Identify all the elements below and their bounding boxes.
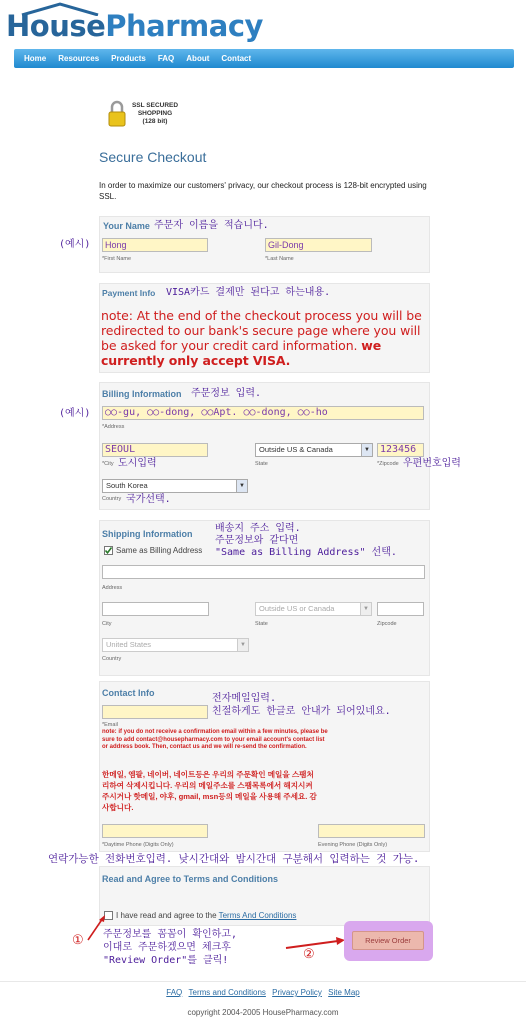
marker-2: ② [303,947,315,962]
chevron-down-icon: ▼ [237,639,248,651]
marker-1: ① [72,933,84,948]
ssl-badge [126,102,184,126]
chevron-down-icon: ▼ [236,480,247,492]
last-name-label: *Last Name [265,256,294,262]
terms-kr-note-1: 주문정보를 꼼꼼이 확인하고, [103,929,237,940]
contact-section-title: Contact Info [102,688,155,698]
billing-zip-input[interactable]: 123456 [377,443,424,457]
footer-link-terms[interactable]: Terms and Conditions [188,988,266,997]
footer-link-sitemap[interactable]: Site Map [328,988,360,997]
main-nav [14,49,514,68]
footer-link-faq[interactable]: FAQ [166,988,183,997]
billing-state-label: State [255,461,268,467]
shipping-kr-note-1: 배송지 주소 입력. [215,523,301,534]
review-order-highlight [344,921,433,961]
shipping-kr-note-3: "Same as Billing Address" 선택. [215,547,397,558]
billing-city-label: *City [102,461,114,467]
nav-products[interactable]: Products [111,54,146,63]
ssl-line2: SHOPPING [137,110,173,117]
billing-address-input[interactable]: ○○-gu, ○○-dong, ○○Apt. ○○-dong, ○○-ho [102,406,424,420]
nav-faq[interactable]: FAQ [157,54,175,63]
billing-country-value: South Korea [106,481,148,490]
nav-about[interactable]: About [186,54,210,63]
evening-phone-input[interactable] [318,824,425,838]
ssl-line1: SSL SECURED [131,102,179,109]
review-order-button[interactable]: Review Order [352,931,424,950]
nav-home[interactable]: Home [24,54,47,63]
ssl-line3: (128 bit) [142,118,168,125]
email-input[interactable] [102,705,208,719]
daytime-phone-input[interactable] [102,824,208,838]
payment-kr-note: VISA카드 결제만 된다고 하는내용. [166,287,331,298]
intro-text: In order to maximize our customers' privacy, our checkout process is 128-bit encrypted using SSL. [99,181,427,201]
shipping-country-select[interactable] [102,638,249,652]
payment-note-bold: we currently only accept VISA. [101,338,382,368]
same-as-billing-checkbox[interactable] [104,546,113,555]
terms-link[interactable]: Terms And Conditions [218,911,297,920]
shipping-kr-note-2: 주문정보와 같다면 [215,535,299,546]
billing-country-kr: 국가선택. [126,494,171,505]
footer-links [0,988,526,997]
checkmark-icon [104,546,113,555]
copyright-text: copyright 2004-2005 HousePharmacy.com [187,1008,339,1017]
evening-phone-label: Evening Phone (Digits Only) [318,842,388,848]
last-name-input[interactable]: Gil-Dong [265,238,372,252]
billing-zip-kr: 우편번호입력 [403,458,461,469]
shipping-address-label: Address [102,585,123,591]
logo-pharmacy-text: Pharmacy [105,9,263,43]
billing-country-label: Country [102,496,122,502]
billing-country-select[interactable] [102,479,248,493]
nav-contact[interactable]: Contact [221,54,252,63]
padlock-icon [107,100,127,128]
billing-kr-note: 주문정보 입력. [191,388,262,399]
shipping-zip-label: Zipcode [377,621,397,627]
shipping-section-title: Shipping Information [102,529,193,539]
shipping-state-select[interactable] [255,602,372,616]
shipping-zip-input[interactable] [377,602,424,616]
email-label: *Email [102,722,118,728]
contact-kr-note-1: 전자메일입력. [212,693,276,704]
billing-city-input[interactable]: SEOUL [102,443,208,457]
footer-divider [0,981,526,982]
billing-zip-label: *Zipcode [377,461,399,467]
payment-note-text: note: At the end of the checkout process you will be redirected to our bank's secure page where you will be asked for your credit card information. [101,308,422,353]
shipping-state-value: Outside US or Canada [259,604,335,613]
nav-resources[interactable]: Resources [58,54,100,63]
first-name-input[interactable]: Hong [102,238,208,252]
page-title: Secure Checkout [99,149,207,165]
email-note: note: if you do not receive a confirmation email within a few minutes, please be sure to add contact@housepharmacy.com to your email account's contact list or address book. Then, contact us and we will re-send the confirmation. [102,729,328,750]
shipping-country-value: United States [106,640,152,649]
daytime-phone-label: *Daytime Phone (Digits Only) [102,842,174,848]
site-logo[interactable] [6,6,263,46]
terms-agree-row [116,911,296,920]
footer-link-privacy[interactable]: Privacy Policy [272,988,322,997]
shipping-city-input[interactable] [102,602,209,616]
terms-kr-note-3: "Review Order"를 클릭! [103,955,229,966]
shipping-city-label: City [102,621,112,627]
billing-state-value: Outside US & Canada [259,445,333,454]
billing-example-label: (예시) [59,408,91,419]
first-name-label: *First Name [102,256,132,262]
payment-note [101,308,427,368]
contact-kr-note-2: 친절하게도 한글로 안내가 되어있네요. [212,706,391,717]
shipping-state-label: State [255,621,268,627]
name-kr-note: 주문자 이름을 적습니다. [154,220,269,231]
terms-agree-label: I have read and agree to the [116,911,217,920]
billing-section-title: Billing Information [102,389,182,399]
payment-section-title: Payment Info [102,288,156,298]
kr-email-note: 한메일, 엠팔, 네이버, 네이트등은 우리의 주문확인 메일을 스팸처리하여 삭제시킵니다. 우리의 메일주소를 스팸목록에서 해지시켜주시거나 핫메일, 야후, gmail, msn등의 메일을 사용해 주세요. 감사합니다. [102,770,317,812]
name-example-label: (예시) [59,239,91,250]
billing-state-select[interactable] [255,443,373,457]
name-section-title: Your Name [103,221,150,231]
same-as-billing-label: Same as Billing Address [116,546,203,555]
shipping-country-label: Country [102,656,122,662]
shipping-address-input[interactable] [102,565,425,579]
terms-section-title: Read and Agree to Terms and Conditions [102,874,279,884]
chevron-down-icon: ▼ [361,444,372,456]
billing-city-kr: 도시입력 [118,458,157,469]
terms-kr-note-2: 이대로 주문하겠으면 체크후 [103,942,231,953]
arrow-to-review-icon [284,936,346,950]
logo-house-text: House [6,9,106,43]
chevron-down-icon: ▼ [360,603,371,615]
billing-address-label: *Address [102,424,125,430]
phone-kr-note: 연락가능한 전화번호입력. 낮시간대와 밤시간대 구분해서 입력하는 것 가능. [48,853,420,865]
